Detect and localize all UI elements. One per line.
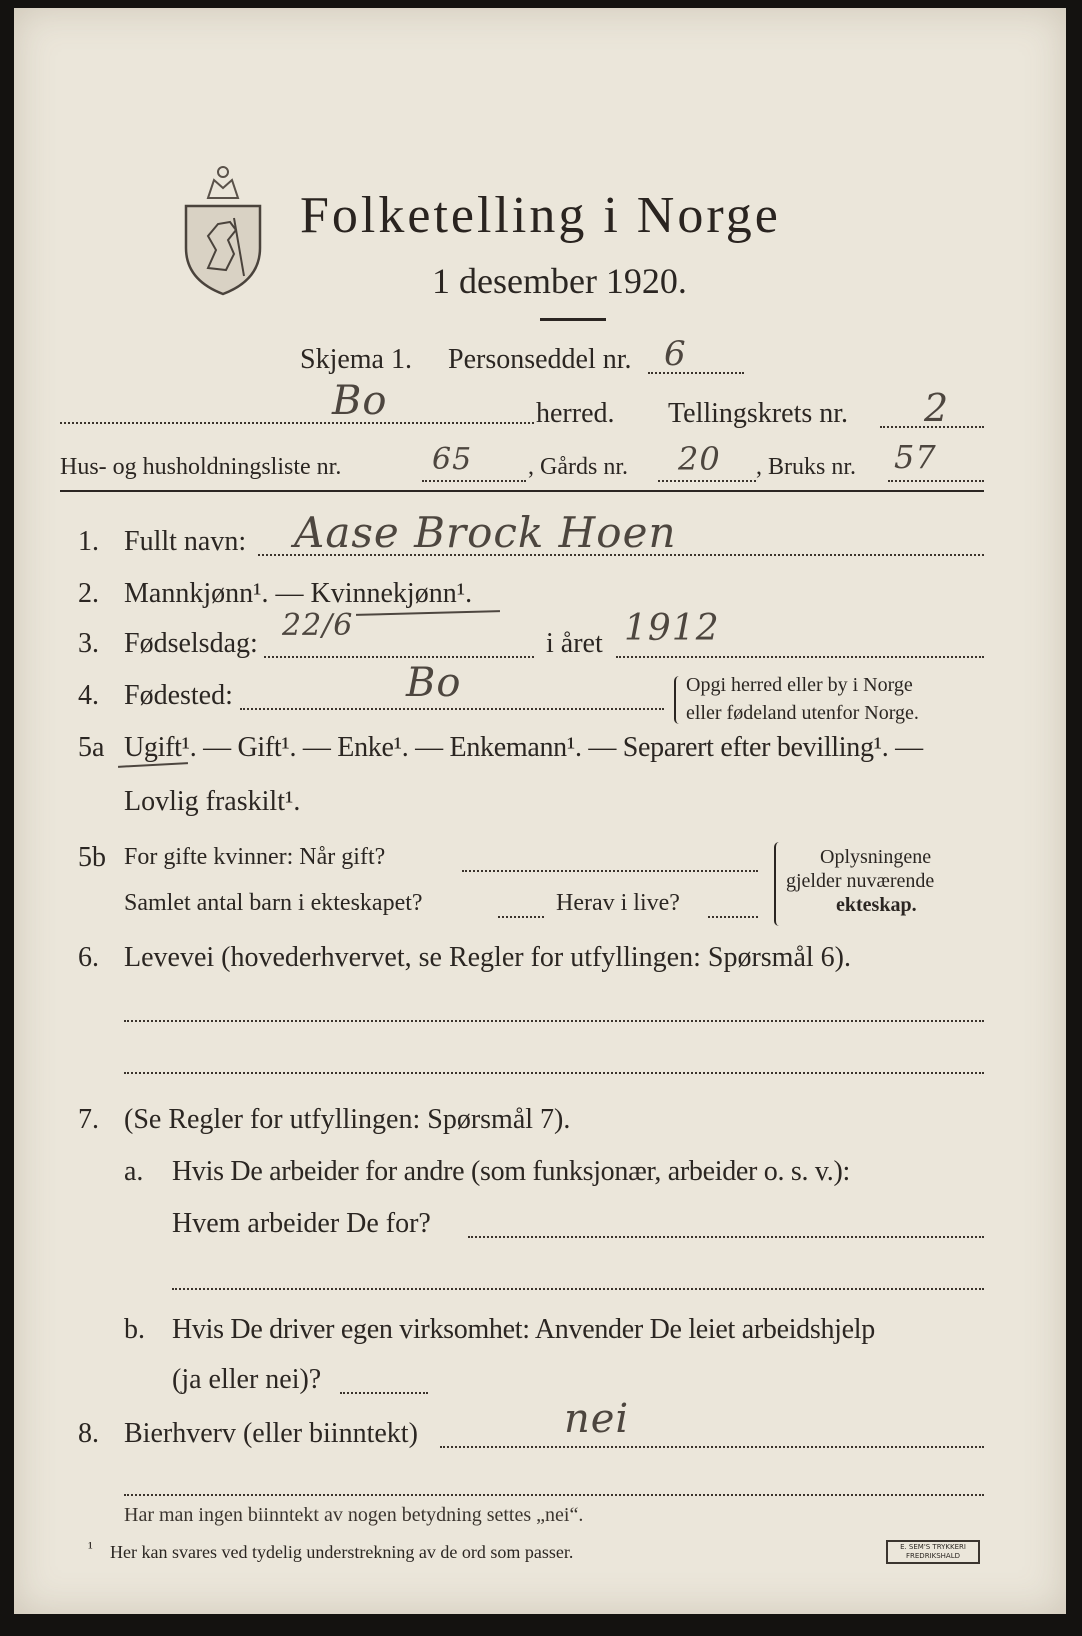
gards-line — [658, 480, 756, 482]
q5b-married-line — [462, 870, 758, 872]
q7b-answer-line — [340, 1392, 428, 1394]
title-divider — [540, 318, 606, 321]
q5b-note1: Oplysningene — [820, 846, 932, 868]
bruks-line — [888, 480, 984, 482]
kvinnekjonn-underline — [356, 610, 500, 616]
q8-extra-line — [124, 1494, 984, 1496]
q7a-employer-line — [468, 1236, 984, 1238]
schema-label: Skjema 1. — [300, 344, 412, 375]
gards-value[interactable]: 20 — [678, 440, 721, 478]
q1-number: 1. — [78, 526, 99, 557]
q5b-married-when: For gifte kvinner: Når gift? — [124, 844, 386, 870]
q3-day-line — [264, 656, 534, 658]
gards-label: , Gårds nr. — [528, 454, 628, 480]
q5a-line2[interactable]: Lovlig fraskilt¹. — [124, 786, 301, 817]
tellingskrets-label: Tellingskrets nr. — [668, 398, 849, 429]
q3-year-line — [616, 656, 984, 658]
q7-number: 7. — [78, 1104, 99, 1135]
q3-birth-day[interactable]: 22/6 — [282, 608, 354, 643]
q7b-line1: Hvis De driver egen virksomhet: Anvender De leiet arbeidshjelp — [172, 1314, 875, 1345]
husholdningsliste-value[interactable]: 65 — [432, 442, 473, 477]
census-form-page — [14, 8, 1066, 1614]
q8-line — [440, 1446, 984, 1448]
q5b-children-label: Samlet antal barn i ekteskapet? — [124, 890, 423, 916]
q8-label: Bierhverv (eller biinntekt) — [124, 1418, 418, 1449]
personseddel-value[interactable]: 6 — [664, 334, 687, 374]
herred-line — [60, 422, 534, 424]
q3-label: Fødselsdag: — [124, 628, 258, 659]
q3-birth-year[interactable]: 1912 — [624, 608, 720, 649]
herred-label: herred. — [536, 398, 615, 429]
q6-number: 6. — [78, 942, 99, 973]
q4-note-line1: Opgi herred eller by i Norge — [686, 674, 913, 696]
q6-label: Levevei (hovederhvervet, se Regler for utfyllingen: Spørsmål 6). — [124, 942, 851, 973]
q1-label: Fullt navn: — [124, 526, 247, 557]
q3-year-label: i året — [546, 628, 603, 659]
q6-line2 — [124, 1072, 984, 1074]
q4-note-brace — [674, 676, 684, 724]
herred-value[interactable]: Bo — [332, 378, 388, 424]
q7-label: (Se Regler for utfyllingen: Spørsmål 7). — [124, 1104, 571, 1135]
q7b-letter: b. — [124, 1314, 145, 1345]
q3-number: 3. — [78, 628, 99, 659]
footnote: Her kan svares ved tydelig understrekning av de ord som passer. — [110, 1542, 574, 1562]
q7b-line2: (ja eller nei)? — [172, 1364, 322, 1395]
q5a-number: 5a — [78, 732, 105, 763]
q2-gender-options[interactable]: Mannkjønn¹. — Kvinnekjønn¹. — [124, 578, 473, 609]
personseddel-line — [648, 372, 744, 374]
tellingskrets-value[interactable]: 2 — [924, 386, 950, 430]
q4-number: 4. — [78, 680, 99, 711]
q7a-line2: Hvem arbeider De for? — [172, 1208, 431, 1239]
q8-value[interactable]: nei — [564, 1396, 630, 1442]
bruks-value[interactable]: 57 — [894, 438, 937, 476]
q1-full-name[interactable]: Aase Brock Hoen — [294, 508, 677, 557]
q4-note-line2: eller fødeland utenfor Norge. — [686, 702, 919, 724]
q5b-alive-label: Herav i live? — [556, 890, 680, 916]
q5b-alive-line — [708, 916, 758, 918]
q5b-note2: gjelder nuværende — [786, 870, 935, 892]
personseddel-label: Personseddel nr. — [448, 344, 632, 375]
form-title: Folketelling i Norge — [300, 187, 781, 244]
bruks-label: , Bruks nr. — [756, 454, 857, 480]
q7a-extra-line — [172, 1288, 984, 1290]
section-divider — [60, 490, 984, 492]
q4-birthplace[interactable]: Bo — [406, 660, 462, 706]
q5b-children-line — [498, 916, 544, 918]
q7a-letter: a. — [124, 1156, 144, 1187]
q4-line — [240, 708, 664, 710]
footer-note: Har man ingen biinntekt av nogen betydning settes „nei“. — [124, 1504, 584, 1526]
coat-of-arms-icon — [178, 158, 268, 298]
q5a-marital-options[interactable]: Ugift¹. — Gift¹. — Enke¹. — Enkemann¹. — Separert efter bevilling¹. — — [124, 732, 923, 763]
printer-stamp: E. SEM'S TRYKKERI FREDRIKSHALD — [886, 1540, 980, 1564]
q7a-line1: Hvis De arbeider for andre (som funksjonær, arbeider o. s. v.): — [172, 1156, 850, 1187]
q8-number: 8. — [78, 1418, 99, 1449]
census-date: 1 desember 1920. — [432, 261, 687, 301]
q5b-number: 5b — [78, 842, 106, 873]
q6-line1 — [124, 1020, 984, 1022]
footnote-mark: ¹ — [88, 1540, 93, 1557]
q4-label: Fødested: — [124, 680, 233, 711]
q5b-note-brace — [774, 842, 784, 926]
husholdningsliste-line — [422, 480, 526, 482]
q5b-note3: ekteskap. — [836, 894, 917, 916]
q2-number: 2. — [78, 578, 99, 609]
husholdningsliste-label: Hus- og husholdningsliste nr. — [60, 454, 342, 480]
